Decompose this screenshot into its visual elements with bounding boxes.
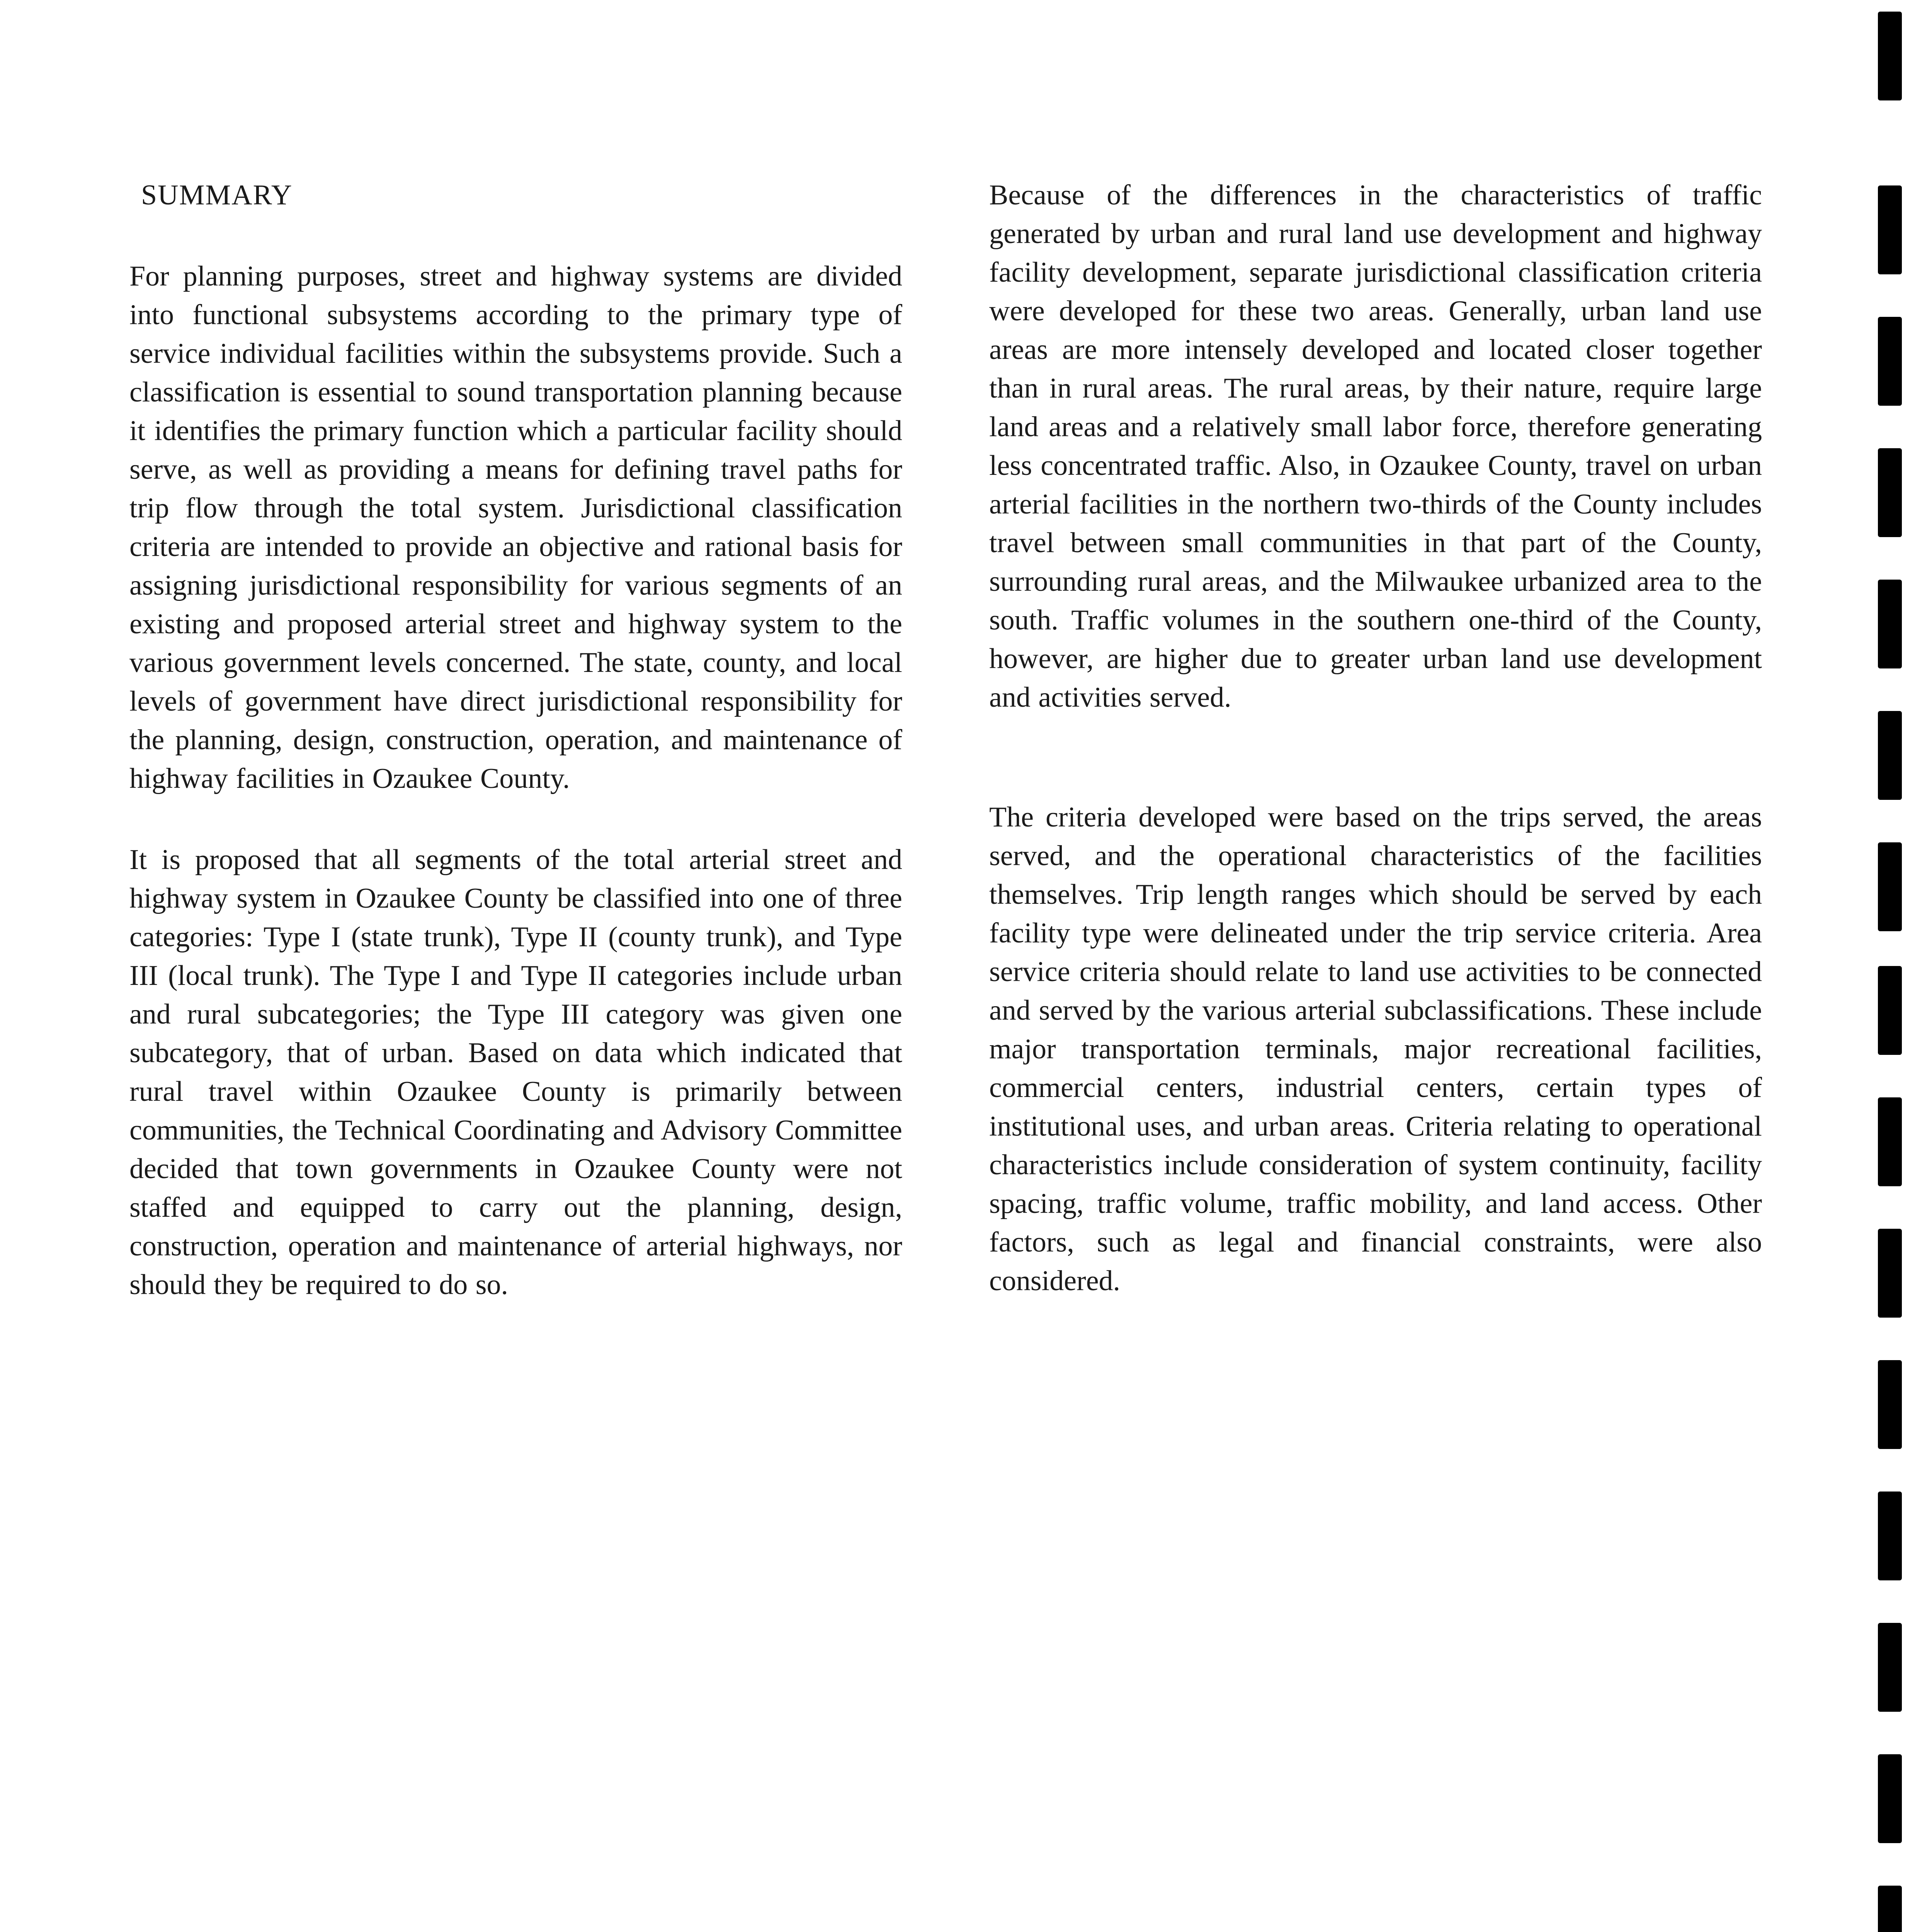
paragraph-criteria-developed: The criteria developed were based on the trips served, the areas served, and the operational characteristics of the facilities themselves. Trip length ranges which should be served by each facility type were delineated under the trip service criteria. Area service criteria should relate to land use activities to be connected and served by the various arterial subclassifications. These include major transportation terminals, major recreational facilities, commercial centers, industrial centers, certain types of institutional uses, and urban areas. Criteria relating to operational characteristics include consideration of system continuity, facility spacing, traffic volume, traffic mobility, and land access. Other factors, such as legal and financial constraints, were also considered. — [989, 801, 1762, 1297]
left-column — [129, 176, 902, 1304]
binding-mark — [1878, 580, 1902, 668]
binding-mark — [1878, 1754, 1902, 1843]
paragraph-functional-classification: For planning purposes, street and highway systems are divided into functional subsystems according to the primary type of service individual facilities within the subsystems provide. Such a classification is essential to sound transportation planning because it identifies the primary function which a particular facility should serve, as well as providing a means for defining travel paths for trip flow through the total system. Jurisdictional classification criteria are intended to provide an objective and rational basis for assigning jurisdictional responsibility for various segments of an existing and proposed arterial street and highway system to the various government levels concerned. The state, county, and local levels of government have direct jurisdictional responsibility for the planning, design, construction, operation, and maintenance of highway facilities in Ozaukee County. — [129, 260, 902, 794]
paragraph-urban-rural-differences: Because of the differences in the characteristics of traffic generated by urban and rural land use development and highway facility development, separate jurisdictional classification criteria were developed for these two areas. Generally, urban land use areas are more intensely developed and located closer together than in rural areas. The rural areas, by their nature, require large land areas and a relatively small labor force, therefore generating less concentrated traffic. Also, in Ozaukee County, travel on urban arterial facilities in the northern two-thirds of the County includes travel between small communities in that part of the County, surrounding rural areas, and the Milwaukee urbanized area to the south. Traffic volumes in the southern one-third of the County, however, are higher due to greater urban land use development and activities served. — [989, 179, 1762, 713]
binding-mark — [1878, 185, 1902, 274]
binding-mark — [1878, 1097, 1902, 1186]
paragraph-arterial-categories: It is proposed that all segments of the total arterial street and highway system in Ozaukee County be classified into one of three categories: Type I (state trunk), Type II (county trunk), and Type III (local trunk). The Type I and Type II categories include urban and rural subcategories; the Type III category was given one subcategory, that of urban. Based on data which indicated that rural travel within Ozaukee County is primarily between communities, the Technical Coordinating and Advisory Committee decided that town governments in Ozaukee County were not staffed and equipped to carry out the planning, design, construction, operation and maintenance of arterial highways, nor should they be required to do so. — [129, 844, 902, 1301]
binding-mark — [1878, 711, 1902, 800]
binding-mark — [1878, 1886, 1902, 1932]
binding-mark — [1878, 1360, 1902, 1449]
binding-mark — [1878, 317, 1902, 406]
binding-mark — [1878, 1492, 1902, 1580]
right-column — [989, 176, 1762, 1300]
section-heading: SUMMARY — [141, 179, 293, 211]
binding-mark — [1878, 842, 1902, 931]
binding-mark — [1878, 1623, 1902, 1712]
binding-mark — [1878, 12, 1902, 100]
binding-marks — [1878, 0, 1924, 1932]
binding-mark — [1878, 966, 1902, 1055]
binding-mark — [1878, 448, 1902, 537]
binding-mark — [1878, 1229, 1902, 1318]
